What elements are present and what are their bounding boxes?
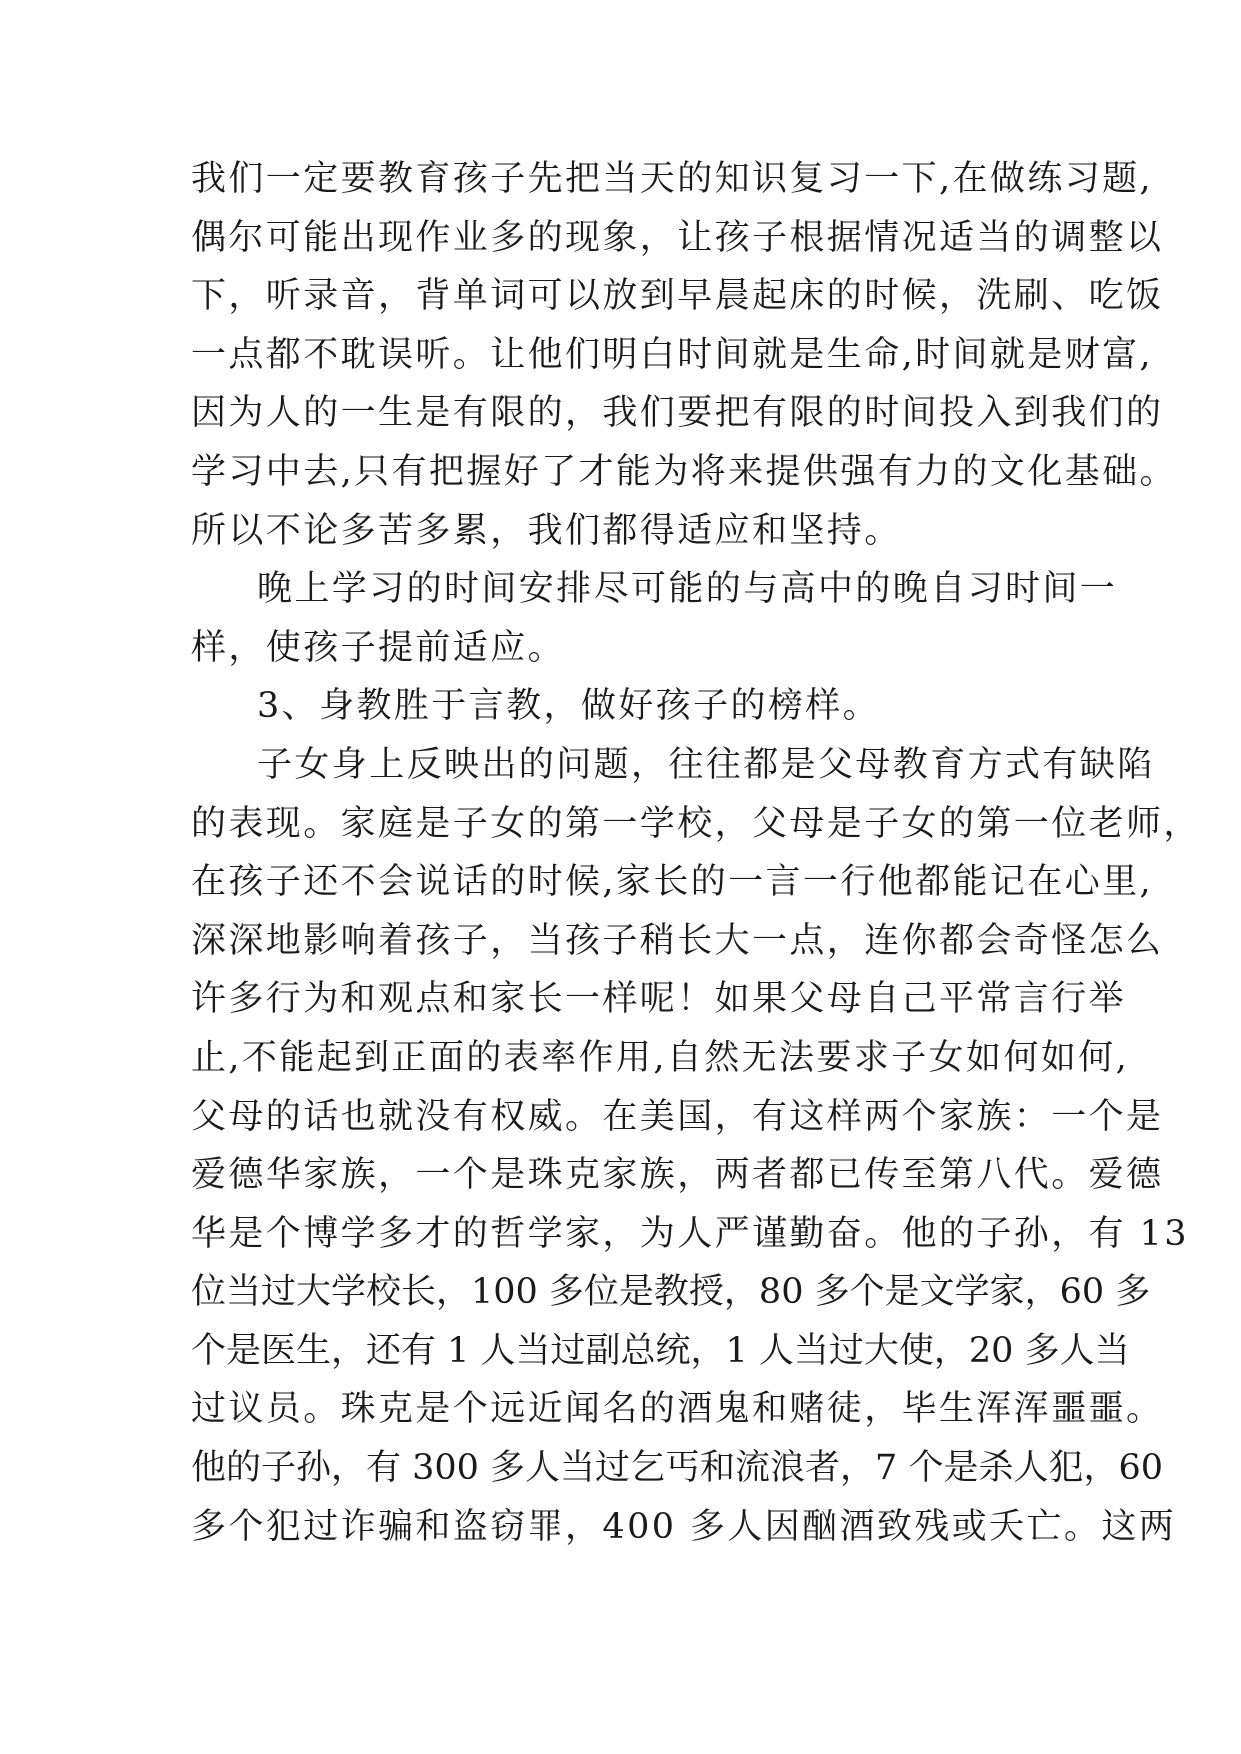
text-line: 父母的话也就没有权威。在美国，有这样两个家族：一个是: [191, 1096, 1164, 1137]
text-line: 学习中去,只有把握好了才能为将来提供强有力的文化基础。: [191, 451, 1177, 492]
text-line: 的表现。家庭是子女的第一学校，父母是子女的第一位老师，: [191, 803, 1201, 844]
text-line: 位当过大学校长，100 多位是教授，80 多个是文学家，60 多: [191, 1272, 1151, 1313]
text-line: 在孩子还不会说话的时候,家长的一言一行他都能记在心里,: [191, 862, 1154, 903]
paragraph-first-line: 晚上学习的时间安排尽可能的与高中的晚自习时间一: [257, 569, 1118, 610]
paragraph-first-line: 3、身教胜于言教，做好孩子的榜样。: [257, 686, 881, 727]
text-line: 所以不论多苦多累，我们都得适应和坚持。: [191, 510, 902, 551]
text-line: 止,不能起到正面的表率作用,自然无法要求子女如何如何,: [191, 1037, 1130, 1078]
text-line: 因为人的一生是有限的，我们要把有限的时间投入到我们的: [191, 393, 1164, 434]
text-line: 一点都不耽误听。让他们明白时间就是生命,时间就是财富,: [191, 334, 1154, 375]
body-text: [191, 150, 1201, 1556]
paragraph-first-line: 子女身上反映出的问题，往往都是父母教育方式有缺陷: [257, 744, 1155, 785]
text-line: 深深地影响着孩子，当孩子稍长大一点，连你都会奇怪怎么: [191, 920, 1164, 961]
text-line: 下，听录音，背单词可以放到早晨起床的时候，洗刷、吃饭: [191, 276, 1164, 317]
text-line: 他的子孙，有 300 多人当过乞丐和流浪者，7 个是杀人犯，60: [191, 1448, 1163, 1489]
text-line: 个是医生，还有 1 人当过副总统，1 人当过大使，20 多人当: [191, 1330, 1130, 1371]
text-line: 爱德华家族，一个是珠克家族，两者都已传至第八代。爱德: [191, 1155, 1164, 1196]
text-line: 我们一定要教育孩子先把当天的知识复习一下,在做练习题,: [191, 159, 1154, 199]
text-line: 华是个博学多才的哲学家，为人严谨勤奋。他的子孙，有 13: [191, 1213, 1189, 1254]
text-line: 多个犯过诈骗和盗窃罪，400 多人因酗酒致残或夭亡。这两: [191, 1506, 1177, 1547]
text-line: 许多行为和观点和家长一样呢！如果父母自己平常言行举: [191, 979, 1127, 1020]
text-line: 样，使孩子提前适应。: [191, 627, 566, 668]
text-line: 偶尔可能出现作业多的现象，让孩子根据情况适当的调整以: [191, 217, 1164, 258]
text-line: 过议员。珠克是个远近闻名的酒鬼和赌徒，毕生浑浑噩噩。: [191, 1389, 1164, 1430]
